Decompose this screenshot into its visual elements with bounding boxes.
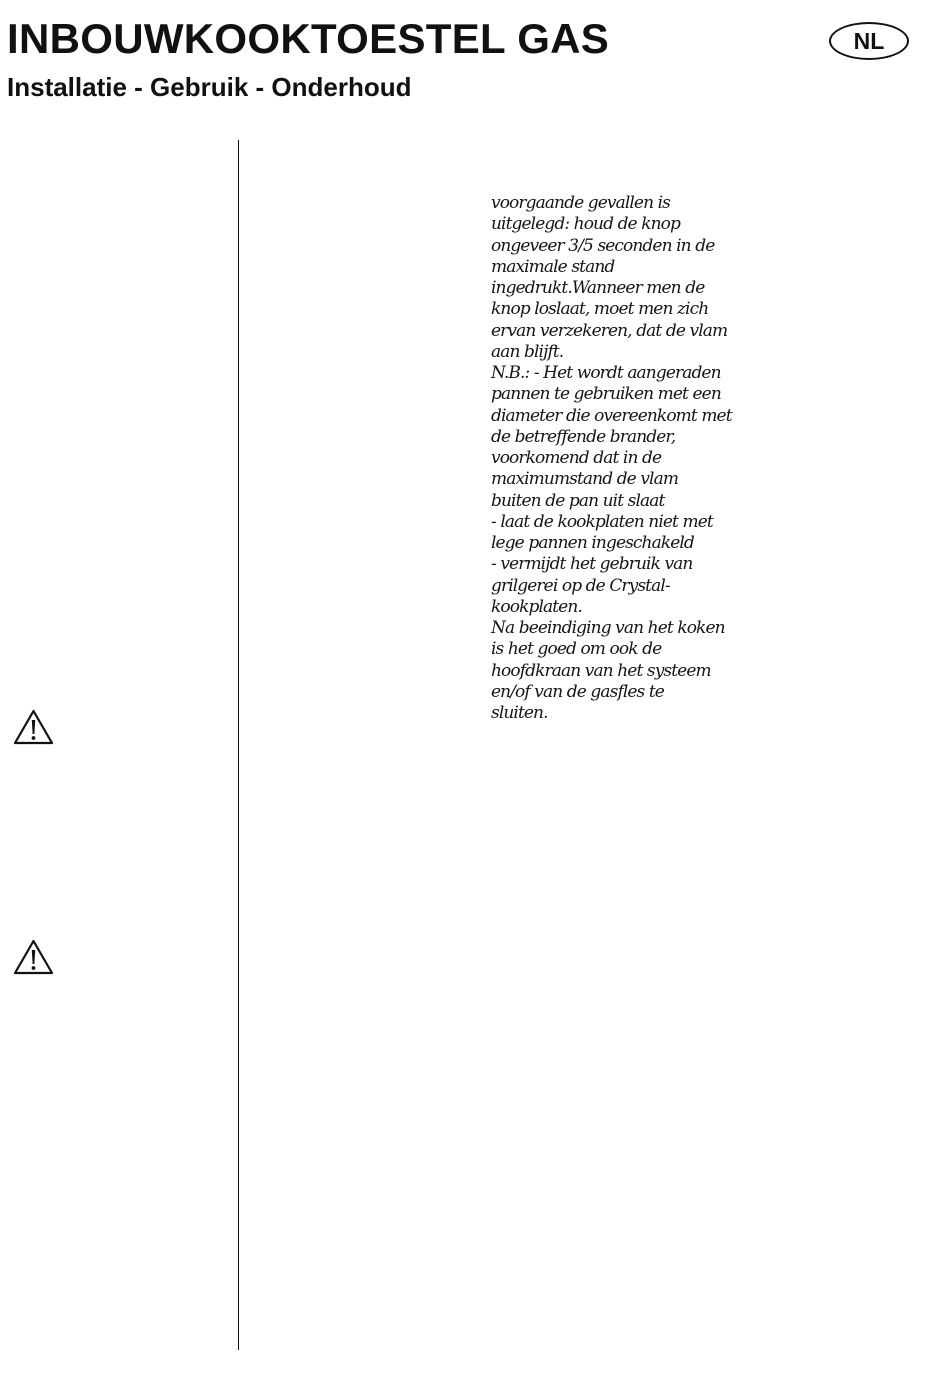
text-line: voorkomend dat in de	[491, 448, 662, 468]
column-divider	[238, 140, 239, 1350]
body-text	[491, 193, 732, 724]
text-line: de betreffende brander,	[491, 426, 676, 447]
text-line: knop loslaat, moet men zich	[491, 299, 709, 320]
text-line: voorgaande gevallen is	[491, 193, 670, 213]
text-line: - vermijdt het gebruik van	[491, 554, 693, 575]
text-line: ingedrukt.Wanneer men de	[491, 278, 705, 298]
text-line: lege pannen ingeschakeld	[491, 533, 694, 553]
page-subtitle: Installatie - Gebruik - Onderhoud	[7, 72, 412, 102]
text-line: ervan verzekeren, dat de vlam	[491, 320, 728, 341]
text-line: - laat de kookplaten niet met	[491, 511, 713, 532]
text-line: pannen te gebruiken met een	[491, 384, 721, 405]
text-line: diameter die overeenkomt met	[491, 405, 732, 426]
text-line: is het goed om ook de	[491, 639, 662, 660]
text-line: grilgerei op de Crystal-	[491, 575, 670, 596]
text-line: maximale stand	[491, 256, 615, 277]
text-line: aan blijft.	[491, 341, 564, 362]
warning-icon	[12, 708, 55, 746]
text-line: N.B.: - Het wordt aangeraden	[491, 363, 721, 383]
language-badge: NL	[829, 22, 909, 60]
text-line: buiten de pan uit slaat	[491, 490, 665, 511]
text-line: ongeveer 3/5 seconden in de	[491, 235, 715, 256]
text-line: uitgelegd: houd de knop	[491, 214, 680, 235]
page-title: INBOUWKOOKTOESTEL GAS	[7, 15, 610, 62]
text-line: en/of van de gasfles te	[491, 681, 664, 702]
text-line: Na beeindiging van het koken	[491, 618, 725, 638]
warning-icon	[12, 938, 55, 976]
text-line: kookplaten.	[491, 596, 582, 617]
text-line: hoofdkraan van het systeem	[491, 660, 711, 681]
text-line: maximumstand de vlam	[491, 469, 679, 490]
text-line: sluiten.	[491, 703, 548, 723]
